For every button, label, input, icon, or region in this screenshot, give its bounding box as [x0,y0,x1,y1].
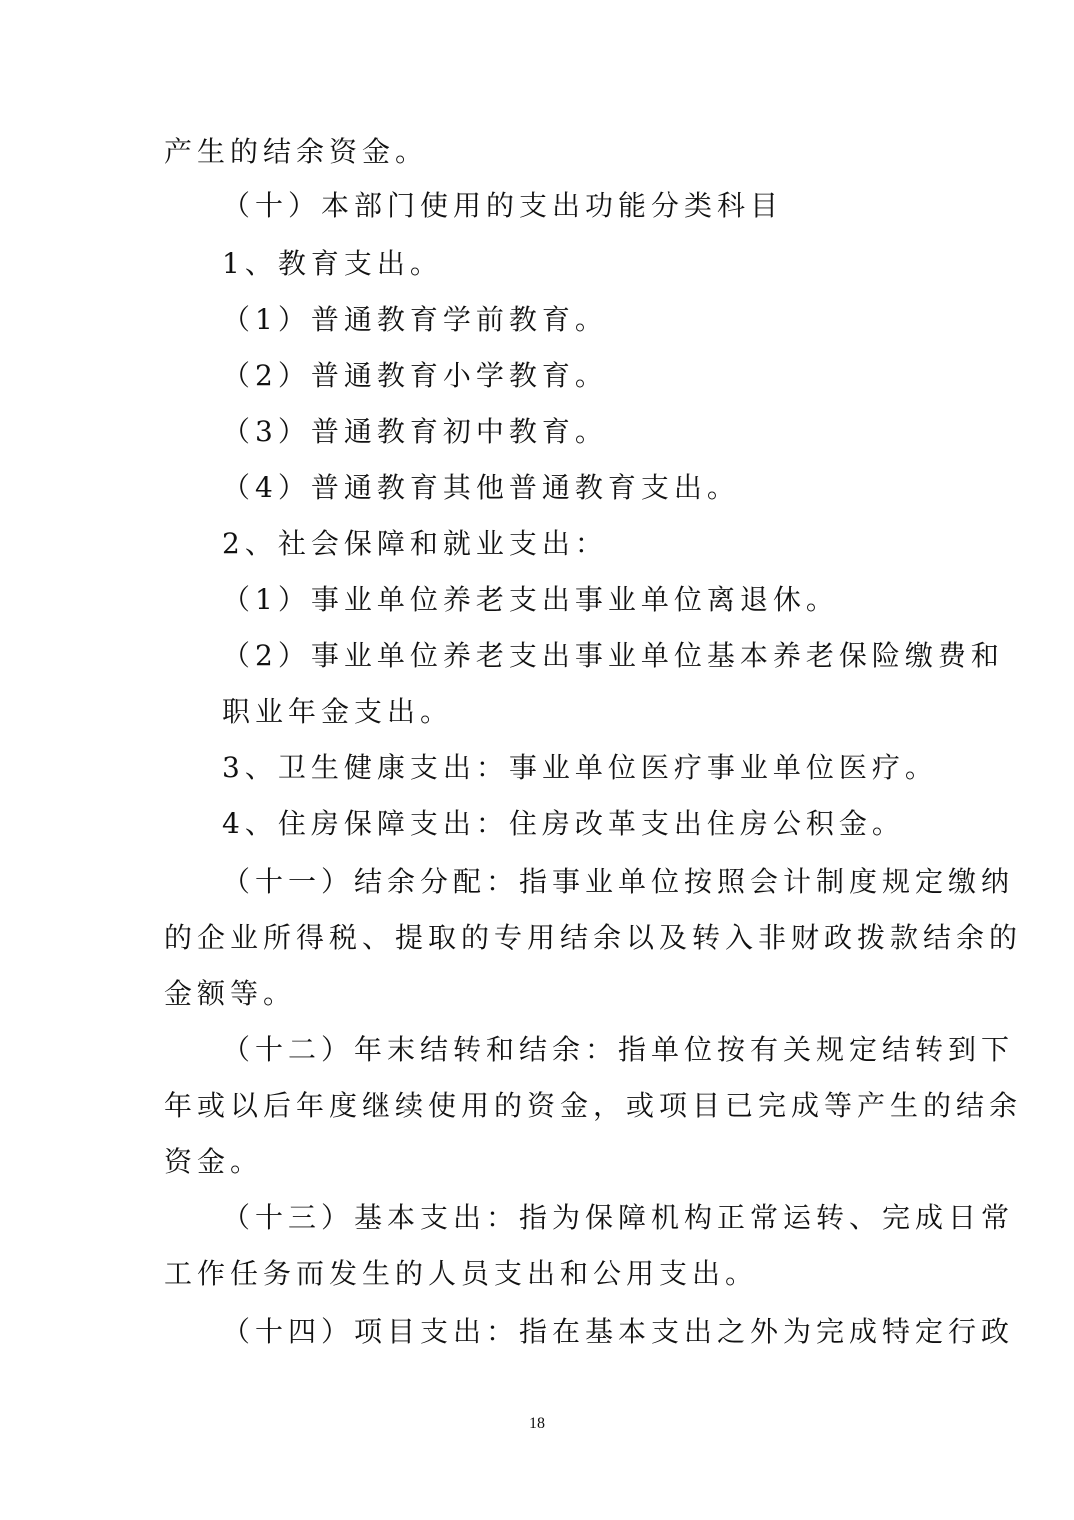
paragraph-line: （十一）结余分配：指事业单位按照会计制度规定缴纳 [222,865,1015,898]
list-item-continuation: 职业年金支出。 [222,695,454,728]
list-item: （1）事业单位养老支出事业单位离退休。 [222,583,839,616]
paragraph-line: （十三）基本支出：指为保障机构正常运转、完成日常 [222,1201,1015,1234]
paragraph-line: （十四）项目支出：指在基本支出之外为完成特定行政 [222,1315,1015,1348]
list-item: （2）普通教育小学教育。 [222,359,608,392]
paragraph-line: 资金。 [164,1145,264,1178]
text-line: 产生的结余资金。 [164,135,429,168]
paragraph-line: 金额等。 [164,977,297,1010]
list-item: 4、住房保障支出：住房改革支出住房公积金。 [222,807,905,840]
paragraph-line: 年或以后年度继续使用的资金，或项目已完成等产生的结余 [164,1089,1023,1122]
list-item: （3）普通教育初中教育。 [222,415,608,448]
paragraph-line: 的企业所得税、提取的专用结余以及转入非财政拨款结余的 [164,921,1023,954]
paragraph-line: （十二）年末结转和结余：指单位按有关规定结转到下 [222,1033,1015,1066]
section-heading: （十）本部门使用的支出功能分类科目 [222,189,784,222]
list-item: 3、卫生健康支出：事业单位医疗事业单位医疗。 [222,751,938,784]
list-item: 2、社会保障和就业支出： [222,527,608,560]
list-item: （2）事业单位养老支出事业单位基本养老保险缴费和 [222,639,1004,672]
list-item: （1）普通教育学前教育。 [222,303,608,336]
list-item: （4）普通教育其他普通教育支出。 [222,471,740,504]
list-item: 1、教育支出。 [222,247,443,280]
page-number: 18 [529,1415,545,1432]
paragraph-line: 工作任务而发生的人员支出和公用支出。 [164,1257,759,1290]
